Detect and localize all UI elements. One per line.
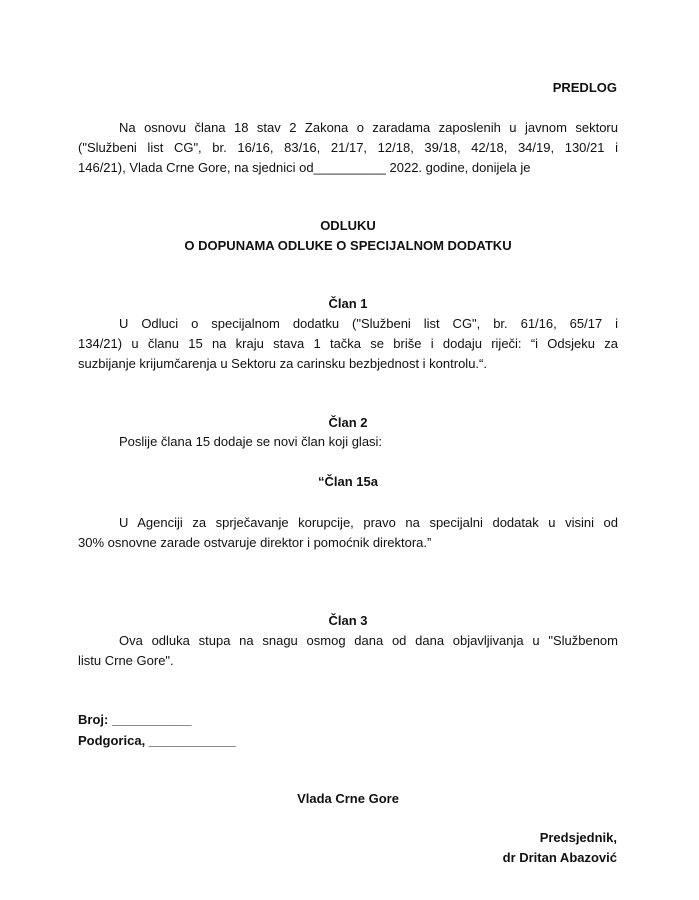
article-1-line-2: 134/21) u članu 15 na kraju stava 1 tačka se briše i dodaju riječi: “i Odsjeku za <box>78 336 618 351</box>
article-1-line-1: U Odluci o specijalnom dodatku ("Službeni list CG", br. 61/16, 65/17 i <box>119 316 618 331</box>
title-line-1: ODLUKU <box>320 218 376 233</box>
article-2-intro: Poslije člana 15 dodaje se novi član koji glasi: <box>119 434 383 449</box>
article-15a-heading: “Član 15a <box>318 474 378 489</box>
document-number-field: Broj: ___________ <box>78 712 192 727</box>
article-3-body <box>78 631 618 671</box>
article-1-body <box>78 314 618 374</box>
preamble-line-1: Na osnovu člana 18 stav 2 Zakona o zaradama zaposlenih u javnom sektoru <box>119 120 618 135</box>
issuing-authority: Vlada Crne Gore <box>297 791 399 806</box>
article-2-heading: Član 2 <box>328 415 368 430</box>
signatory-name: dr Dritan Abazović <box>502 850 617 865</box>
document-title <box>78 216 618 256</box>
article-3-heading: Član 3 <box>328 613 368 628</box>
signatory-title: Predsjednik, <box>539 830 617 845</box>
document-status-label: PREDLOG <box>552 80 617 95</box>
signature-block <box>367 828 617 868</box>
article-3-line-2: listu Crne Gore". <box>78 653 174 668</box>
preamble-line-2: ("Službeni list CG", br. 16/16, 83/16, 21/17, 12/18, 39/18, 42/18, 34/19, 130/21 i <box>78 140 618 155</box>
article-1-line-3: suzbijanje krijumčarenja u Sektoru za carinsku bezbjednost i kontrolu.“. <box>78 356 487 371</box>
article-1-heading: Član 1 <box>328 296 368 311</box>
title-line-2: O DOPUNAMA ODLUKE O SPECIJALNOM DODATKU <box>184 238 512 253</box>
document-place-field: Podgorica, ____________ <box>78 733 236 748</box>
article-15a-body <box>78 513 618 553</box>
article-3-line-1: Ova odluka stupa na snagu osmog dana od dana objavljivanja u "Službenom <box>119 633 618 648</box>
article-15a-line-2: 30% osnovne zarade ostvaruje direktor i pomoćnik direktora.” <box>78 535 432 550</box>
preamble-line-3: 146/21), Vlada Crne Gore, na sjednici od__________ 2022. godine, donijela je <box>78 160 531 175</box>
preamble <box>78 118 618 178</box>
article-15a-line-1: U Agenciji za sprječavanje korupcije, pravo na specijalni dodatak u visini od <box>119 515 618 530</box>
